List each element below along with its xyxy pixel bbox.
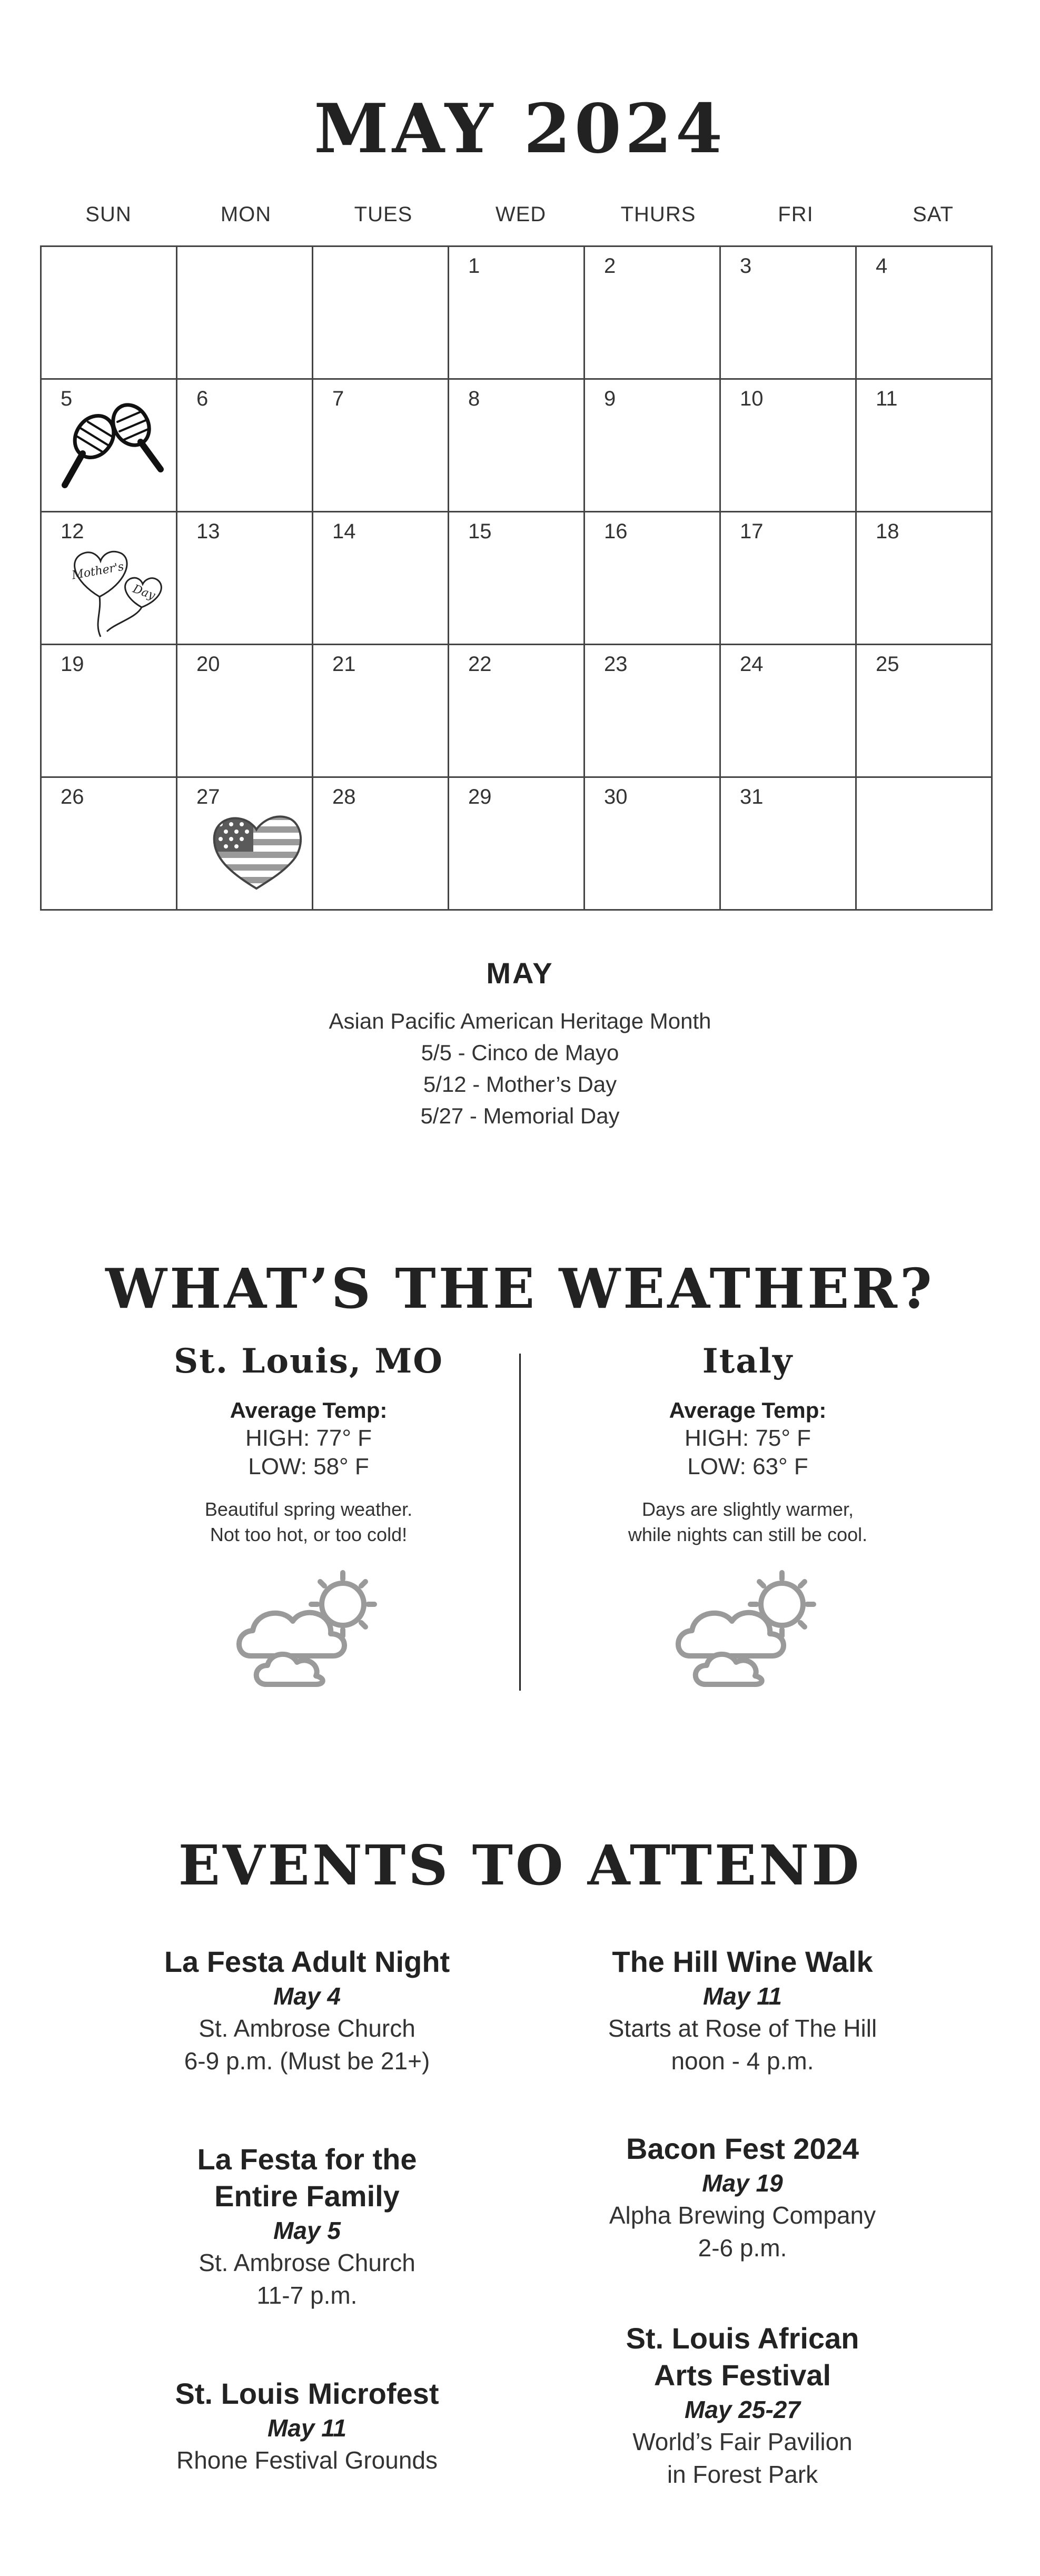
calendar-day-cell xyxy=(719,378,857,512)
calendar-title: MAY 2024 xyxy=(314,90,726,169)
day-number: 22 xyxy=(468,653,492,676)
calendar-day-cell xyxy=(583,378,721,512)
event-location: St. Ambrose Church xyxy=(199,2249,415,2276)
weekday-header xyxy=(40,203,1001,229)
weather-location-name: Italy xyxy=(702,1341,794,1381)
event-hill-wine-walk xyxy=(542,1943,943,2077)
day-number: 7 xyxy=(332,387,344,410)
weather-title: WHAT’S THE WEATHER? xyxy=(105,1256,935,1321)
day-number: 4 xyxy=(876,254,888,278)
event-location: St. Ambrose Church xyxy=(199,2015,415,2042)
calendar-day-cell xyxy=(312,644,449,778)
weather-stlouis xyxy=(119,1338,498,1694)
weather-temp-label: Average Temp: xyxy=(669,1398,827,1423)
day-number: 30 xyxy=(604,785,628,808)
calendar-day-cell xyxy=(176,245,313,380)
calendar-day-cell xyxy=(448,644,585,778)
calendar-day-cell xyxy=(855,511,993,645)
day-number: 18 xyxy=(876,520,899,543)
weather-description-line: Days are slightly warmer, xyxy=(641,1498,854,1520)
calendar-day-cell xyxy=(719,511,857,645)
event-title: Bacon Fest 2024 xyxy=(626,2132,859,2165)
svg-text:Mother's: Mother's xyxy=(71,560,125,583)
calendar-day-cell xyxy=(40,245,177,380)
calendar-day-cell xyxy=(855,644,993,778)
day-number: 25 xyxy=(876,653,899,676)
calendar-day-cell xyxy=(312,378,449,512)
event-time: noon - 4 p.m. xyxy=(671,2047,814,2075)
svg-text:Day: Day xyxy=(131,582,157,603)
event-title: St. Louis African xyxy=(626,2322,859,2355)
holidays-heading: MAY xyxy=(486,956,554,990)
weather-description xyxy=(558,1497,937,1547)
holiday-line: 5/12 - Mother’s Day xyxy=(423,1072,617,1097)
weather-description-line: while nights can still be cool. xyxy=(628,1524,868,1545)
day-number: 12 xyxy=(61,520,84,543)
event-location: Alpha Brewing Company xyxy=(609,2202,876,2229)
day-number: 6 xyxy=(196,387,209,410)
calendar-day-cell xyxy=(583,511,721,645)
weather-high: HIGH: 75° F xyxy=(684,1425,811,1451)
weather-divider xyxy=(519,1354,521,1691)
event-title: Arts Festival xyxy=(653,2358,831,2392)
weekday-label: SUN xyxy=(85,203,132,226)
holiday-line: 5/27 - Memorial Day xyxy=(420,1103,620,1128)
heart-balloons-icon xyxy=(63,539,179,639)
calendar-day-cell xyxy=(312,511,449,645)
calendar-day-cell xyxy=(719,776,857,911)
weekday-label: MON xyxy=(220,203,272,226)
calendar-day-cell xyxy=(312,245,449,380)
weather-description-line: Beautiful spring weather. xyxy=(204,1498,413,1520)
calendar-day-cell xyxy=(855,776,993,911)
calendar-day-cell xyxy=(448,511,585,645)
calendar-day-cell xyxy=(312,776,449,911)
day-number: 29 xyxy=(468,785,492,808)
weekday-label: TUES xyxy=(354,203,413,226)
calendar-grid xyxy=(40,245,1001,915)
weather-low: LOW: 63° F xyxy=(687,1454,808,1479)
day-number: 19 xyxy=(61,653,84,676)
day-number: 1 xyxy=(468,254,480,278)
calendar-day-cell xyxy=(448,378,585,512)
holiday-line: Asian Pacific American Heritage Month xyxy=(329,1009,711,1033)
calendar-day-cell xyxy=(448,245,585,380)
weekday-label: THURS xyxy=(620,203,696,226)
calendar-day-cell xyxy=(176,511,313,645)
event-date: May 11 xyxy=(267,2414,347,2442)
calendar-day-cell xyxy=(448,776,585,911)
day-number: 31 xyxy=(740,785,764,808)
day-number: 27 xyxy=(196,785,220,808)
day-number: 9 xyxy=(604,387,616,410)
calendar-day-cell xyxy=(855,245,993,380)
weather-location-name: St. Louis, MO xyxy=(173,1341,444,1381)
day-number: 23 xyxy=(604,653,628,676)
event-st-louis-microfest xyxy=(107,2375,507,2476)
day-number: 24 xyxy=(740,653,764,676)
day-number: 21 xyxy=(332,653,356,676)
calendar-day-cell xyxy=(583,644,721,778)
event-title: The Hill Wine Walk xyxy=(612,1945,873,1978)
calendar-day-cell xyxy=(176,776,313,911)
event-date: May 11 xyxy=(702,1982,783,2010)
event-title: La Festa Adult Night xyxy=(164,1945,450,1978)
event-location: in Forest Park xyxy=(667,2461,818,2488)
calendar-day-cell xyxy=(583,245,721,380)
event-location: Rhone Festival Grounds xyxy=(176,2446,438,2474)
event-location: World’s Fair Pavilion xyxy=(632,2428,853,2455)
weekday-label: FRI xyxy=(778,203,814,226)
event-la-festa-family xyxy=(107,2141,507,2312)
event-la-festa-adult-night xyxy=(107,1943,507,2077)
event-title: La Festa for the xyxy=(197,2143,417,2176)
partly-cloudy-icon xyxy=(669,1567,827,1694)
event-title: St. Louis Microfest xyxy=(175,2377,439,2410)
day-number: 11 xyxy=(876,387,898,410)
holiday-line: 5/5 - Cinco de Mayo xyxy=(421,1040,619,1065)
maracas-icon xyxy=(57,401,173,496)
day-number: 20 xyxy=(196,653,220,676)
calendar-day-cell xyxy=(855,378,993,512)
weather-description xyxy=(119,1497,498,1547)
weather-italy xyxy=(558,1338,937,1694)
day-number: 14 xyxy=(332,520,356,543)
weather-temp-label: Average Temp: xyxy=(230,1398,388,1423)
weather-description-line: Not too hot, or too cold! xyxy=(210,1524,408,1545)
day-number: 8 xyxy=(468,387,480,410)
day-number: 28 xyxy=(332,785,356,808)
day-number: 16 xyxy=(604,520,628,543)
day-number: 2 xyxy=(604,254,616,278)
calendar-day-cell xyxy=(40,378,177,512)
weekday-label: SAT xyxy=(913,203,954,226)
calendar-day-cell xyxy=(176,378,313,512)
event-time: 2-6 p.m. xyxy=(698,2234,787,2262)
calendar-day-cell xyxy=(40,776,177,911)
event-time: 11-7 p.m. xyxy=(256,2282,358,2309)
day-number: 3 xyxy=(740,254,752,278)
flag-heart-icon xyxy=(209,810,304,894)
event-date: May 5 xyxy=(273,2217,341,2244)
event-date: May 25-27 xyxy=(685,2396,800,2423)
calendar-day-cell xyxy=(40,511,177,645)
calendar-day-cell xyxy=(719,644,857,778)
event-date: May 19 xyxy=(702,2169,783,2197)
partly-cloudy-icon xyxy=(230,1567,388,1694)
weekday-label: WED xyxy=(495,203,547,226)
calendar-day-cell xyxy=(583,776,721,911)
day-number: 15 xyxy=(468,520,492,543)
calendar-day-cell xyxy=(176,644,313,778)
events-title: EVENTS TO ATTEND xyxy=(178,1833,862,1898)
event-bacon-fest xyxy=(542,2130,943,2264)
event-location: Starts at Rose of The Hill xyxy=(608,2015,877,2042)
event-african-arts-festival xyxy=(542,2320,943,2491)
day-number: 17 xyxy=(740,520,764,543)
day-number: 13 xyxy=(196,520,220,543)
calendar-day-cell xyxy=(719,245,857,380)
day-number: 10 xyxy=(740,387,764,410)
event-date: May 4 xyxy=(273,1982,341,2010)
day-number: 5 xyxy=(61,387,73,410)
weather-high: HIGH: 77° F xyxy=(245,1425,372,1451)
day-number: 26 xyxy=(61,785,84,808)
event-title: Entire Family xyxy=(214,2179,400,2213)
weather-low: LOW: 58° F xyxy=(248,1454,369,1479)
calendar-day-cell xyxy=(40,644,177,778)
event-time: 6-9 p.m. (Must be 21+) xyxy=(184,2047,430,2075)
